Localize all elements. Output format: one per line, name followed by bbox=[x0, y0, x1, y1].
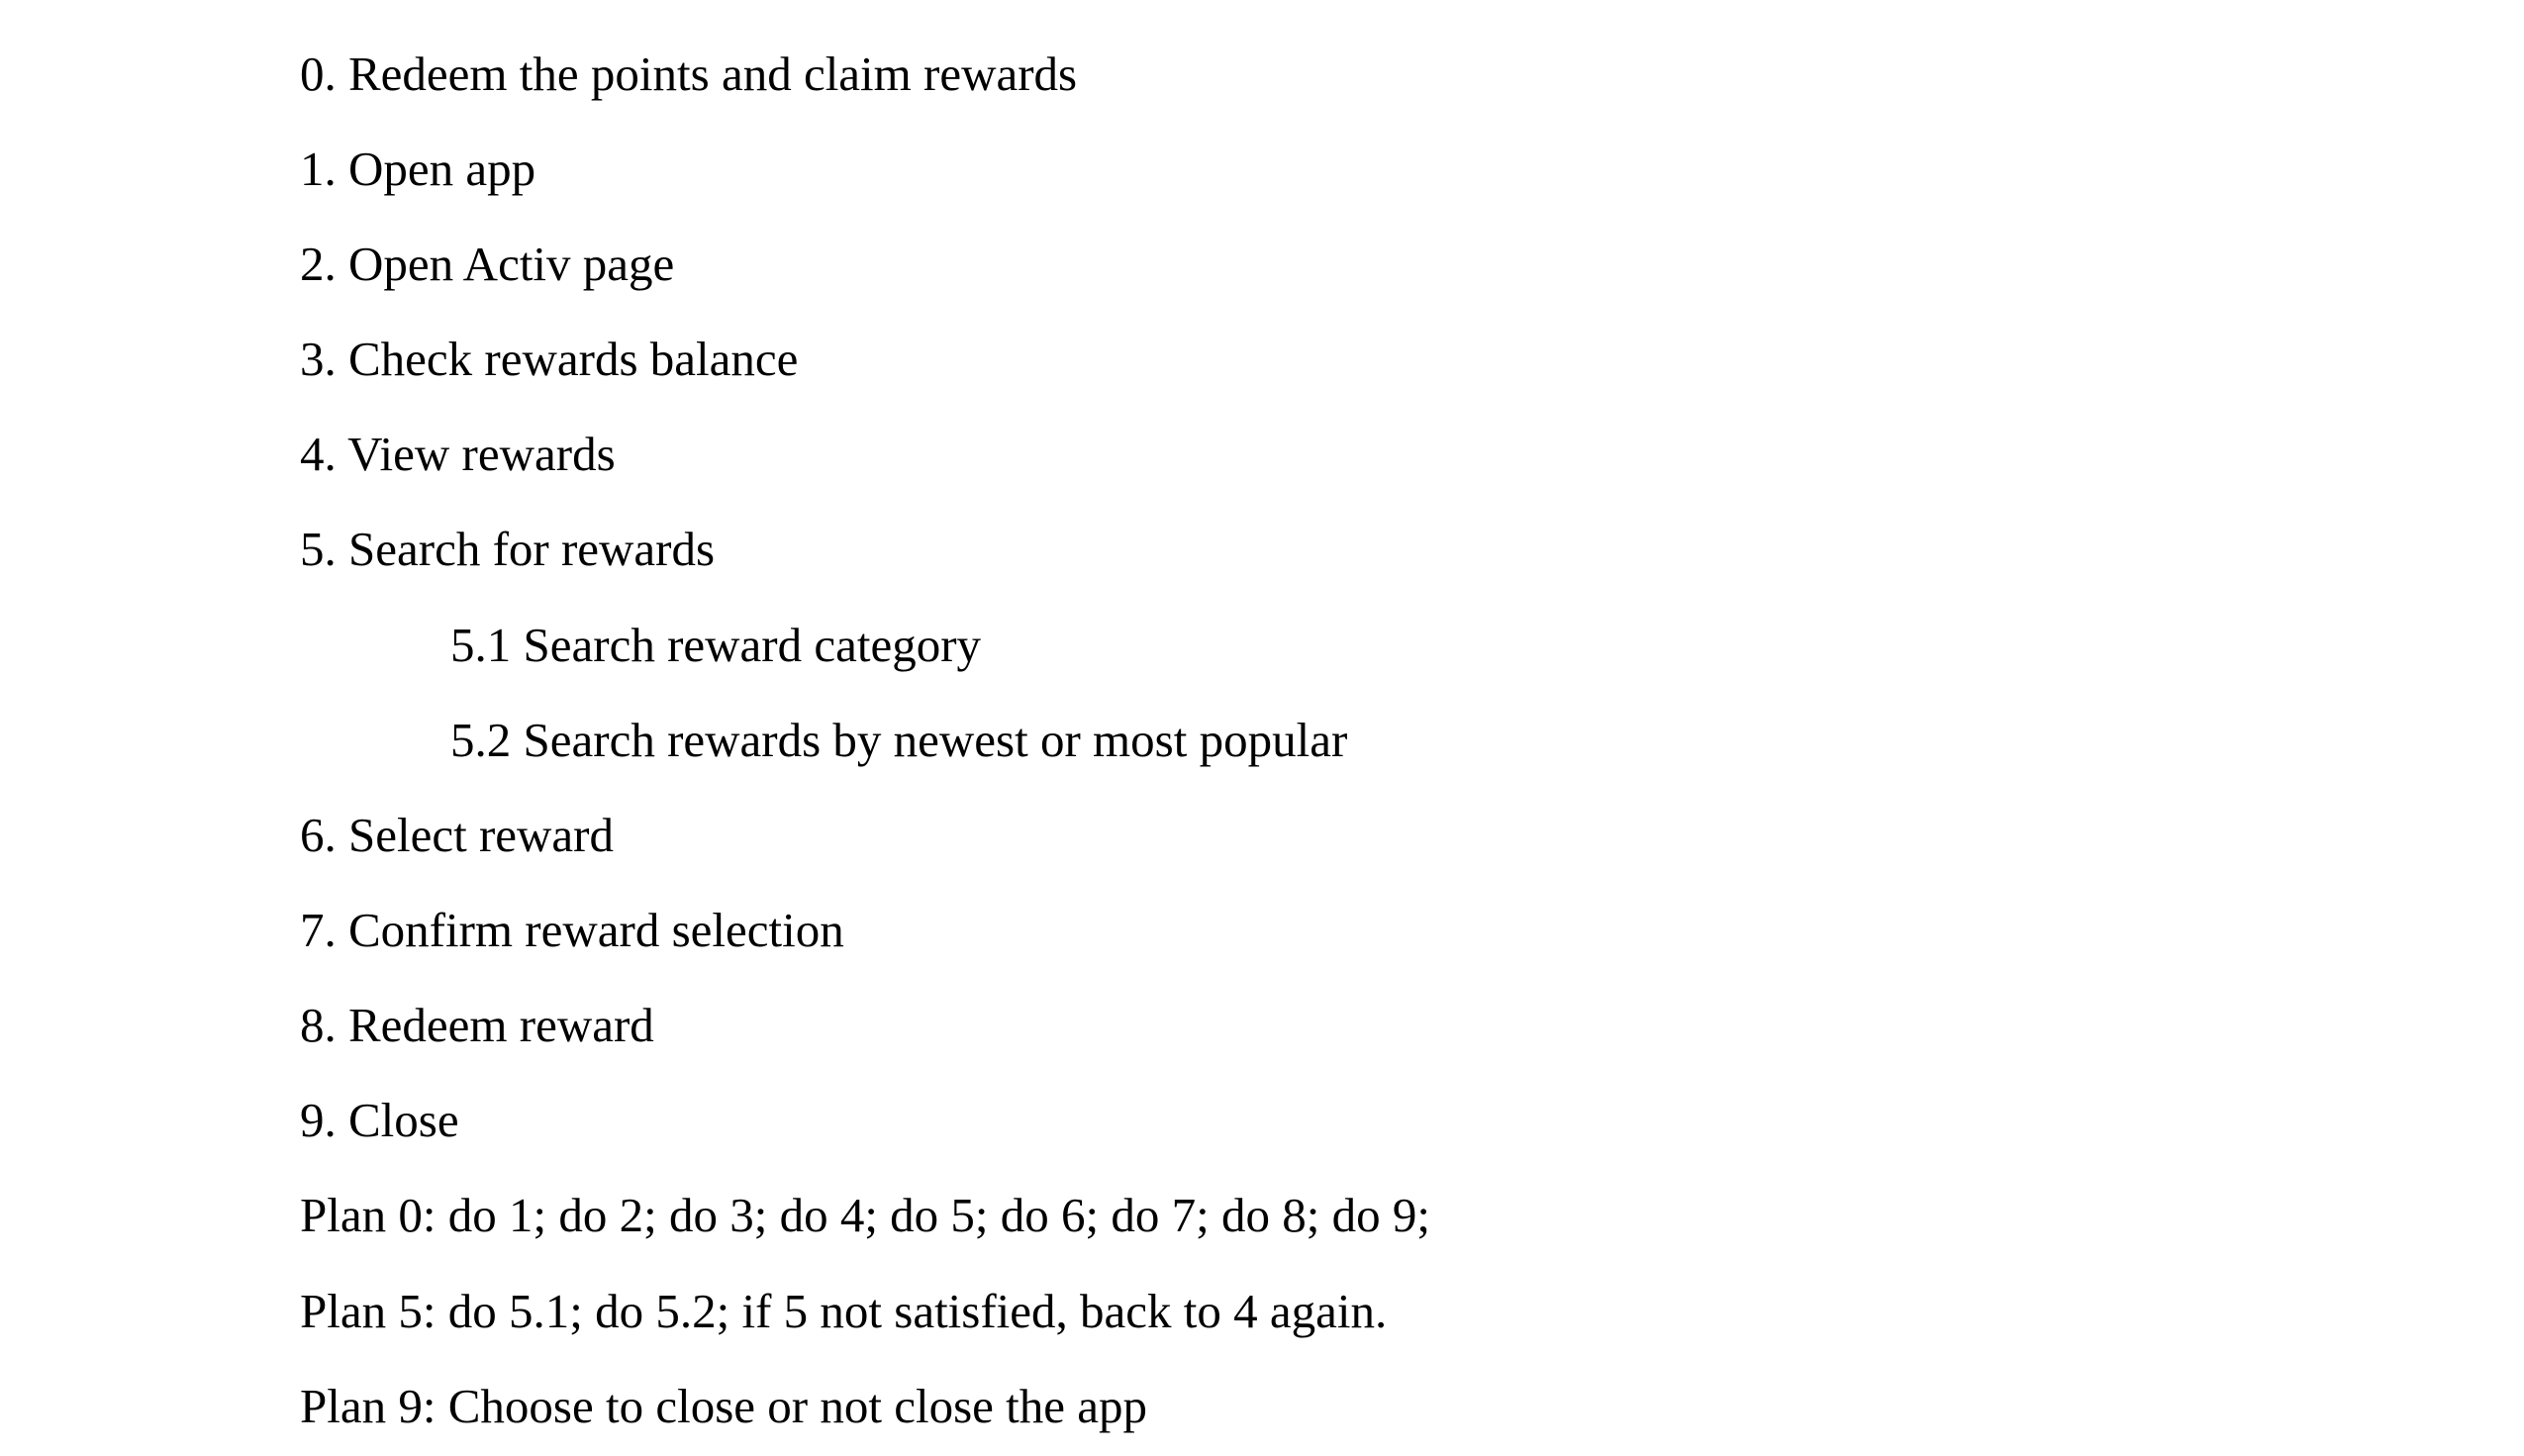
step-2: 2. Open Activ page bbox=[300, 237, 675, 291]
step-3: 3. Check rewards balance bbox=[300, 332, 799, 386]
step-0-goal: 0. Redeem the points and claim rewards bbox=[300, 47, 1078, 101]
step-1: 1. Open app bbox=[300, 142, 536, 196]
step-4: 4. View rewards bbox=[300, 427, 616, 481]
step-5: 5. Search for rewards bbox=[300, 522, 716, 576]
step-7: 7. Confirm reward selection bbox=[300, 903, 844, 957]
plan-0: Plan 0: do 1; do 2; do 3; do 4; do 5; do 6; do 7; do 8; do 9; bbox=[300, 1188, 1431, 1242]
step-8: 8. Redeem reward bbox=[300, 998, 654, 1052]
substep-5-2: 5.2 Search rewards by newest or most popular bbox=[450, 713, 1348, 767]
step-9: 9. Close bbox=[300, 1093, 459, 1147]
plan-9: Plan 9: Choose to close or not close the app bbox=[300, 1379, 1147, 1433]
step-6: 6. Select reward bbox=[300, 808, 614, 862]
plan-5: Plan 5: do 5.1; do 5.2; if 5 not satisfied, back to 4 again. bbox=[300, 1284, 1388, 1338]
substep-5-1: 5.1 Search reward category bbox=[450, 618, 982, 672]
